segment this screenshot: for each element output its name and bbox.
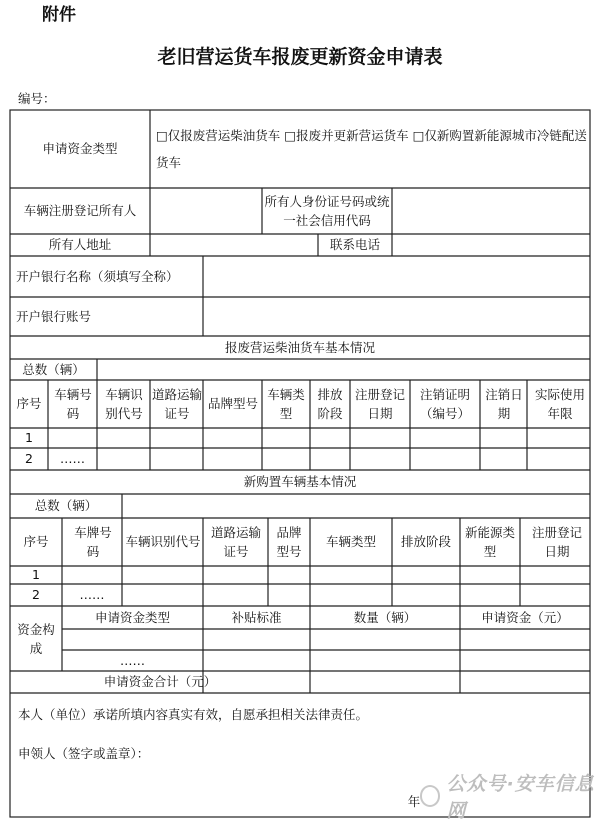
- signature-label: 申领人（签字或盖章）：: [18, 746, 150, 762]
- scrap-header-dereg-cert: 注销证明（编号）: [419, 386, 470, 421]
- fund-header-quantity: 数量（辆）: [353, 609, 417, 625]
- new-section-title: 新购置车辆基本情况: [243, 474, 357, 490]
- fund-type-options[interactable]: □仅报废营运柴油货车 □报废并更新营运货车 □仅新购置新能源城市冷链配送货车: [156, 127, 587, 170]
- scrap-header-emission: 排放阶段: [317, 386, 343, 421]
- new-header-plate: 车牌号码: [74, 524, 112, 559]
- serial-number-label: 编号：: [18, 91, 56, 106]
- owner-id-label: 所有人身份证号码或统一社会信用代码: [264, 193, 390, 228]
- bank-account-label: 开户银行账号: [16, 308, 92, 324]
- year-label: 年: [407, 794, 421, 810]
- owner-label: 车辆注册登记所有人: [23, 203, 137, 219]
- fund-ellipsis-row: ……: [120, 652, 145, 668]
- scrap-header-vin: 车辆识别代号: [105, 386, 143, 421]
- new-header-model: 品牌型号: [276, 524, 302, 559]
- scrap-header-reg-date: 注册登记日期: [354, 386, 405, 421]
- new-header-permit: 道路运输证号: [210, 524, 261, 559]
- new-header-vin: 车辆识别代号: [125, 534, 201, 550]
- scrap-row-2-no: 2: [25, 451, 33, 467]
- scrap-row-1-no: 1: [25, 430, 33, 446]
- scrap-header-model: 品牌型号: [208, 396, 259, 412]
- fund-total-label: 申请资金合计（元）: [103, 674, 217, 690]
- bank-name-label: 开户银行名称（须填写全称）: [16, 268, 179, 284]
- scrap-row-1-plate[interactable]: [48, 428, 97, 448]
- scrap-row-2-plate[interactable]: ……: [60, 451, 85, 467]
- scrap-header-permit: 道路运输证号: [152, 386, 203, 421]
- owner-address-label: 所有人地址: [48, 237, 112, 253]
- new-header-ev-type: 新能源类型: [464, 524, 515, 559]
- scrap-total-label: 总数（辆）: [22, 361, 85, 377]
- watermark-text: 公众号·安车信息网: [446, 773, 595, 822]
- scrap-header-years: 实际使用年限: [534, 386, 585, 421]
- watermark: [420, 773, 600, 822]
- fund-header-standard: 补贴标准: [231, 609, 282, 625]
- new-header-emission: 排放阶段: [400, 534, 451, 550]
- fund-header-amount: 申请资金（元）: [481, 609, 569, 625]
- fund-header-type: 申请资金类型: [94, 609, 170, 625]
- new-row-2-plate[interactable]: ……: [79, 587, 105, 603]
- wechat-icon: [420, 785, 440, 807]
- new-header-type: 车辆类型: [325, 534, 376, 550]
- new-row-1-plate[interactable]: [62, 566, 122, 584]
- new-header-reg-date: 注册登记日期: [531, 524, 582, 559]
- new-row-2-no: 2: [32, 587, 40, 603]
- fund-composition-label: 资金构成: [17, 621, 55, 656]
- scrap-header-dereg-date: 注销日期: [485, 386, 523, 421]
- fund-type-label: 申请资金类型: [42, 141, 118, 157]
- new-row-1-no: 1: [32, 567, 40, 583]
- annex-label: 附件: [42, 5, 76, 25]
- form-title: 老旧营运货车报废更新资金申请表: [157, 46, 443, 68]
- new-header-no: 序号: [23, 534, 49, 550]
- new-total-label: 总数（辆）: [34, 498, 98, 514]
- scrap-header-plate: 车辆号码: [54, 386, 92, 421]
- scrap-header-type: 车辆类型: [267, 386, 305, 421]
- scrap-header-no: 序号: [16, 396, 42, 412]
- scrap-section-title: 报废营运柴油货车基本情况: [224, 339, 375, 355]
- phone-label: 联系电话: [329, 237, 380, 253]
- pledge-text: 本人（单位）承诺所填内容真实有效，自愿承担相关法律责任。: [18, 707, 369, 723]
